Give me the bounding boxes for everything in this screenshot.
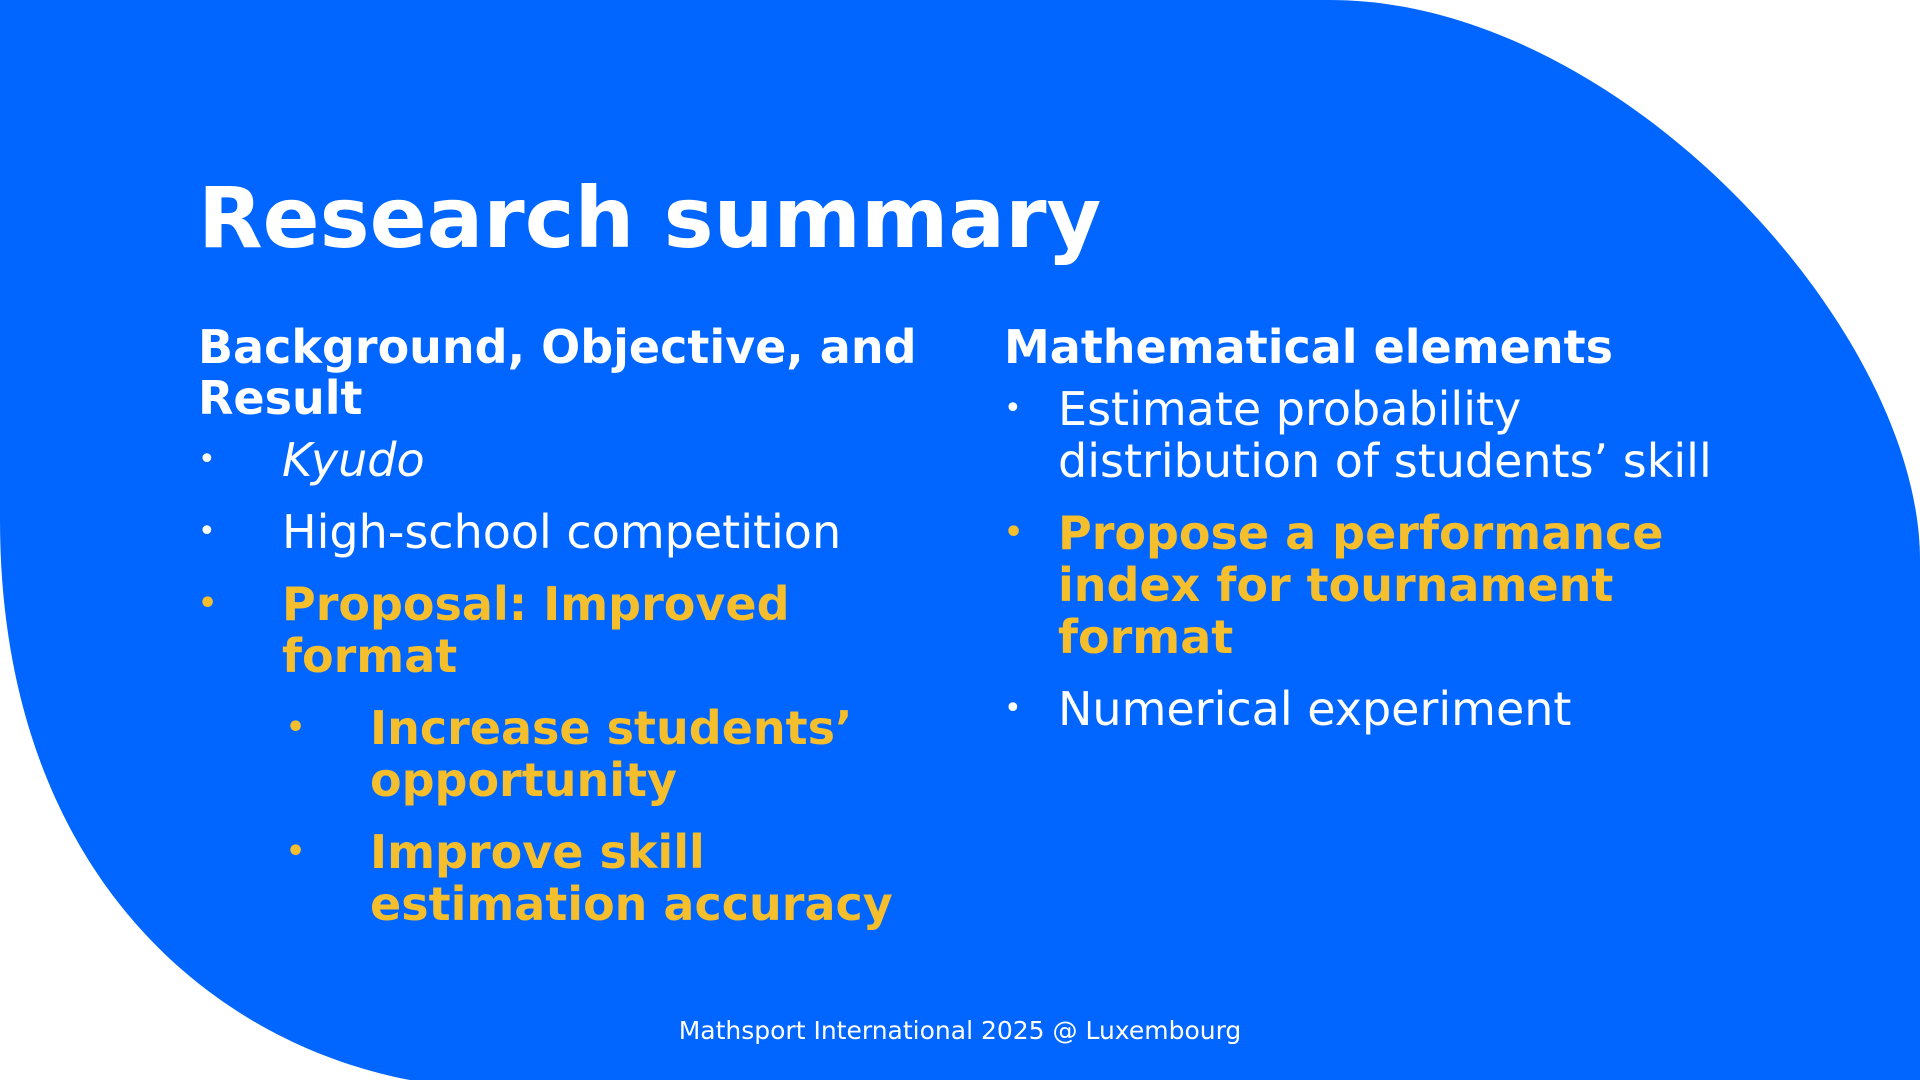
- bullet-text: Numerical experiment: [1058, 682, 1572, 736]
- bullet-dot: •: [286, 834, 306, 869]
- slide-footer: Mathsport International 2025 @ Luxembourg: [678, 1016, 1242, 1045]
- bullet-kyudo: [198, 434, 938, 486]
- bullet-high-school-competition: [198, 506, 938, 558]
- right-column: [1004, 322, 1724, 755]
- bullet-performance-index: [1004, 507, 1724, 663]
- left-bullet-list: [198, 434, 938, 930]
- bullet-text: Improve skill estimation accuracy: [370, 825, 893, 931]
- bullet-text: High-school competition: [282, 505, 842, 559]
- bullet-dot: •: [1004, 691, 1022, 726]
- sub-bullet-increase-opportunity: [286, 702, 938, 806]
- bullet-text: Estimate probability distribution of students’ skill: [1058, 382, 1712, 488]
- right-column-heading: Mathematical elements: [1004, 320, 1613, 374]
- slide-title: Research summary: [198, 169, 1102, 267]
- bullet-dot: •: [1004, 391, 1022, 426]
- bullet-text: Proposal: Improved format: [282, 577, 790, 683]
- bullet-estimate-distribution: [1004, 383, 1724, 487]
- left-column-heading: Background, Objective, and Result: [198, 320, 917, 425]
- bullet-text: Increase students’ opportunity: [370, 701, 853, 807]
- bullet-text: Propose a performance index for tournament format: [1058, 506, 1664, 664]
- sub-bullet-improve-accuracy: [286, 826, 938, 930]
- bullet-proposal-improved-format: [198, 578, 938, 682]
- bullet-dot: •: [198, 586, 218, 621]
- bullet-dot: •: [286, 710, 306, 745]
- bullet-dot: •: [198, 442, 216, 477]
- right-bullet-list: [1004, 383, 1724, 735]
- bullet-dot: •: [198, 514, 216, 549]
- bullet-numerical-experiment: [1004, 683, 1724, 735]
- bullet-dot: •: [1004, 515, 1024, 550]
- bullet-text: Kyudo: [282, 433, 425, 487]
- left-column: [198, 322, 938, 950]
